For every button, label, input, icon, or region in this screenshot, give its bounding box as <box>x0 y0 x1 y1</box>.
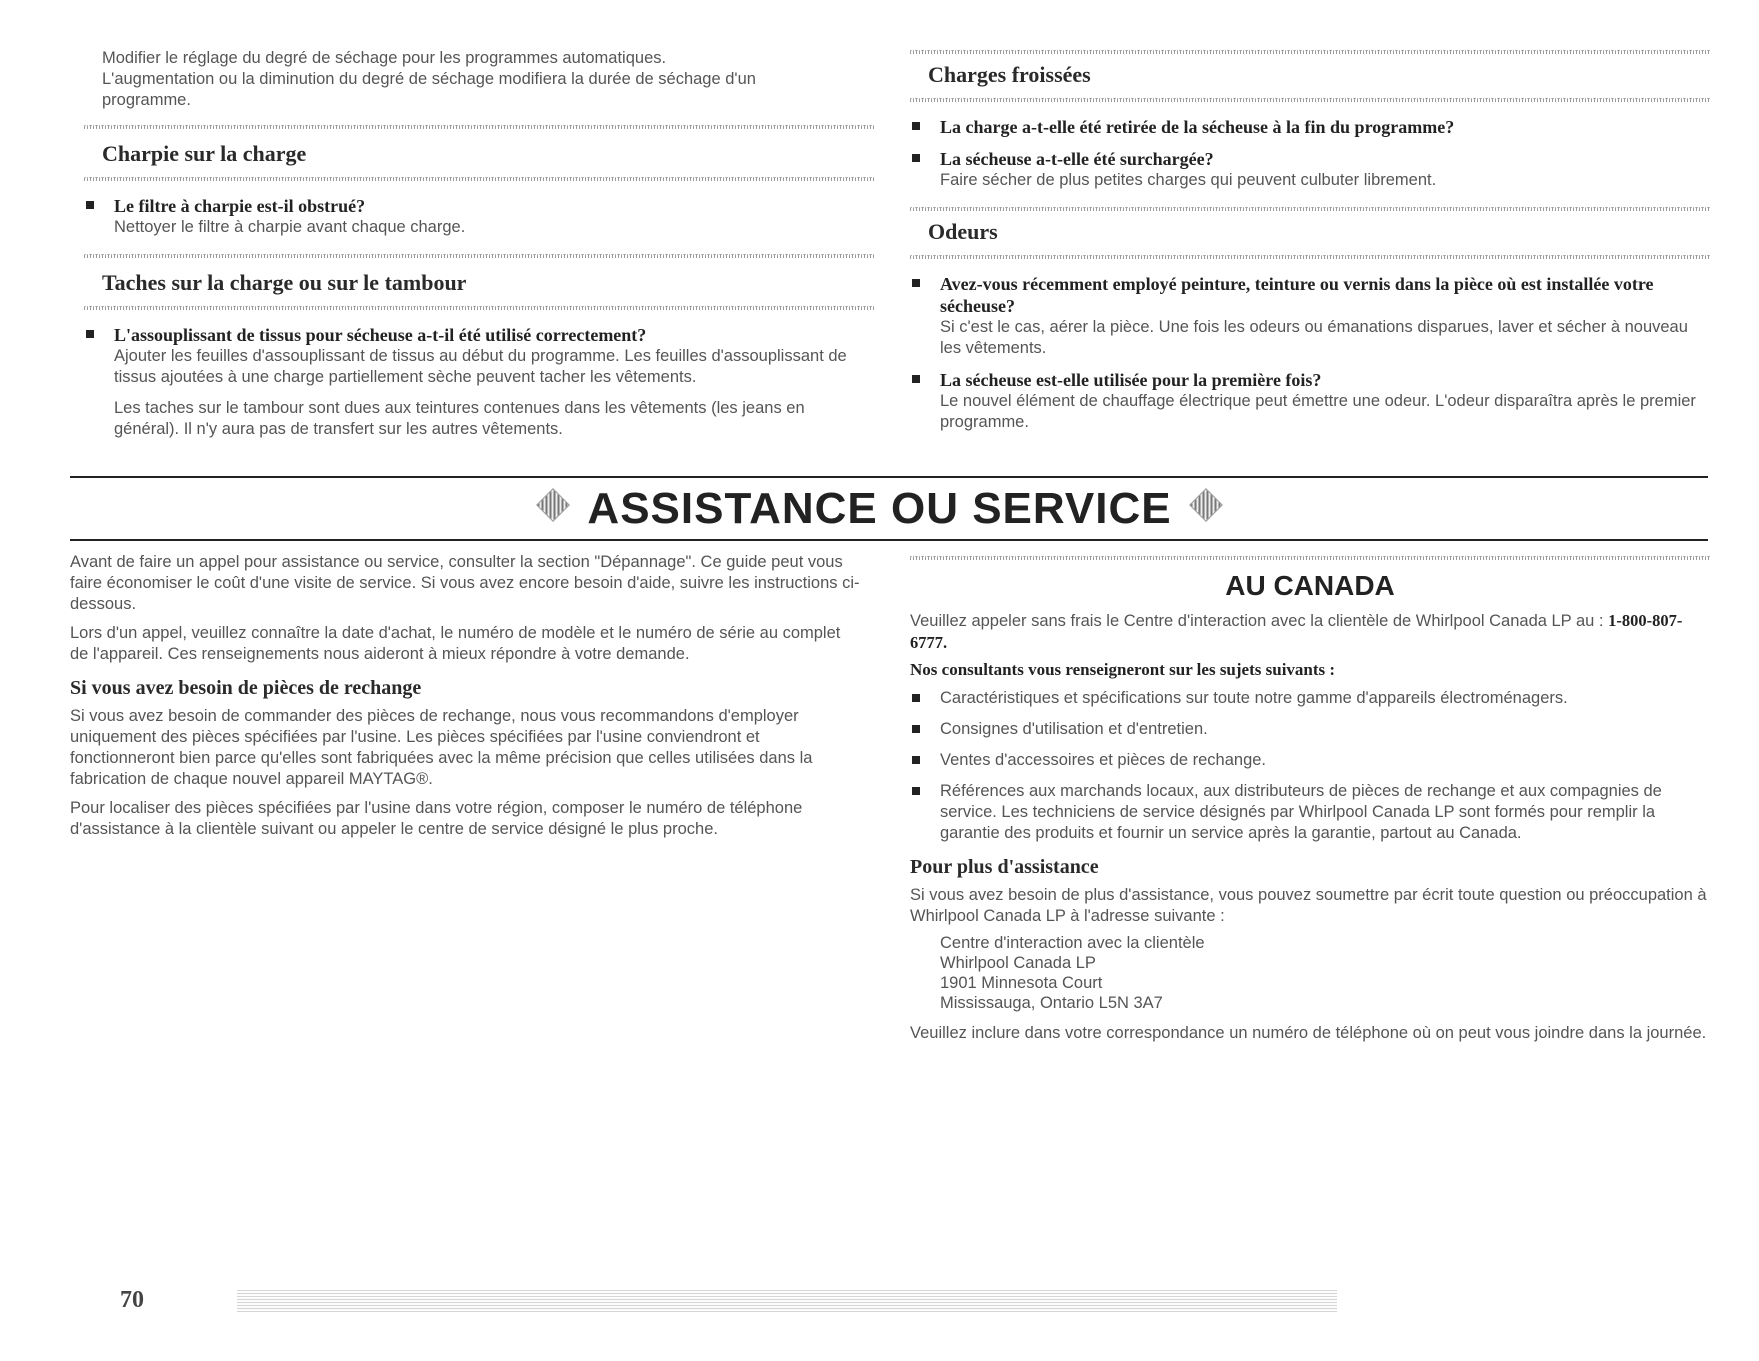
page-number: 70 <box>120 1287 144 1313</box>
diamond-icon <box>1189 488 1223 522</box>
divider <box>84 254 874 258</box>
bullet-icon <box>86 201 94 209</box>
list-item <box>910 719 1710 740</box>
question: La charge a-t-elle été retirée de la sécheuse à la fin du programme? <box>940 117 1455 137</box>
canada-title: AU CANADA <box>1225 570 1395 601</box>
top-left-column <box>84 48 874 440</box>
bottom-left-column <box>70 552 860 840</box>
address-line: Whirlpool Canada LP <box>940 954 1096 972</box>
address-line: Centre d'interaction avec la clientèle <box>940 934 1205 952</box>
answer: Faire sécher de plus petites charges qui peuvent culbuter librement. <box>940 171 1437 189</box>
list-item <box>910 688 1710 709</box>
answer: Le nouvel élément de chauffage électrique peut émettre une odeur. L'odeur disparaîtra après le premier programme. <box>940 392 1696 431</box>
bullet-icon <box>912 279 920 287</box>
banner-title <box>0 484 1759 534</box>
section-title-odeurs: Odeurs <box>928 219 998 244</box>
list-item <box>84 324 874 388</box>
paragraph: Lors d'un appel, veuillez connaître la date d'achat, le numéro de modèle et le numéro de série au complet de l'appareil. Ces renseignements nous aideront à mieux répondre à votre demande. <box>70 624 841 663</box>
divider <box>84 125 874 129</box>
bullet-text: Consignes d'utilisation et d'entretien. <box>940 720 1208 738</box>
list-item <box>910 369 1710 433</box>
bullet-icon <box>912 756 920 764</box>
bullet-icon <box>86 330 94 338</box>
divider <box>910 207 1710 211</box>
phone-number: 1-800-807-6777. <box>910 611 1683 652</box>
banner-rule-bottom <box>70 539 1708 541</box>
answer: Si c'est le cas, aérer la pièce. Une fois les odeurs ou émanations disparues, laver et sécher à nouveau les vêtements. <box>940 318 1688 357</box>
paragraph: Veuillez inclure dans votre correspondance un numéro de téléphone où on peut vous joindre dans la journée. <box>910 1024 1707 1042</box>
subsection-title-assistance: Pour plus d'assistance <box>910 856 1099 878</box>
answer: Nettoyer le filtre à charpie avant chaque charge. <box>114 218 466 236</box>
bullet-text: Références aux marchands locaux, aux distributeurs de pièces de rechange et aux compagnies de service. Les techniciens de service désignés par Whirlpool Canada LP sont formés pour remplir la garantie des produits et fournir un service après la garantie, partout au Canada. <box>940 782 1662 842</box>
section-title-charpie: Charpie sur la charge <box>102 141 307 166</box>
banner-text: ASSISTANCE OU SERVICE <box>587 484 1172 533</box>
question: Avez-vous récemment employé peinture, teinture ou vernis dans la pièce où est installée votre sécheuse? <box>940 274 1654 316</box>
paragraph: Pour localiser des pièces spécifiées par l'usine dans votre région, composer le numéro de téléphone d'assistance à la clientèle suivant ou appeler le centre de service désigné le plus proche. <box>70 799 803 838</box>
list-item <box>910 148 1710 191</box>
paragraph: Avant de faire un appel pour assistance ou service, consulter la section "Dépannage". Ce guide peut vous faire économiser le coût d'une visite de service. Si vous avez encore besoin d'aide, suivre les instructions ci-dessous. <box>70 553 860 613</box>
diamond-icon <box>536 488 570 522</box>
question: La sécheuse est-elle utilisée pour la première fois? <box>940 370 1322 390</box>
list-item <box>910 273 1710 359</box>
answer: Ajouter les feuilles d'assouplissant de tissus au début du programme. Les feuilles d'assouplissant de tissus ajoutées à une charge partiellement sèche peuvent tacher les vêtements. <box>114 347 847 386</box>
divider <box>910 556 1710 560</box>
paragraph <box>910 610 1710 654</box>
top-right-column <box>910 50 1710 443</box>
bullet-text: Caractéristiques et spécifications sur toute notre gamme d'appareils électroménagers. <box>940 689 1568 707</box>
intro-line-2: L'augmentation ou la diminution du degré de séchage modifiera la durée de séchage d'un programme. <box>102 70 756 109</box>
paragraph: Si vous avez besoin de commander des pièces de rechange, nous vous recommandons d'employer uniquement des pièces spécifiées par l'usine. Les pièces spécifiées par l'usine conviendront et fonctionneront bien parce qu'elles sont fabriquées avec la même précision que celles utilisées dans la fabrication de chaque nouvel appareil MAYTAG®. <box>70 707 813 788</box>
subsection-title-pieces: Si vous avez besoin de pièces de rechange <box>70 677 422 699</box>
list-item <box>910 750 1710 771</box>
list-item <box>84 195 874 238</box>
intro-line-1: Modifier le réglage du degré de séchage pour les programmes automatiques. <box>102 49 667 67</box>
footer-decoration <box>237 1290 1337 1312</box>
address-line: Mississauga, Ontario L5N 3A7 <box>940 994 1163 1012</box>
question: La sécheuse a-t-elle été surchargée? <box>940 149 1214 169</box>
bullet-icon <box>912 375 920 383</box>
banner-rule-top <box>70 476 1708 478</box>
list-item <box>910 781 1710 844</box>
canada-intro: Veuillez appeler sans frais le Centre d'interaction avec la clientèle de Whirlpool Canada LP au : <box>910 612 1604 630</box>
bullet-icon <box>912 787 920 795</box>
divider <box>910 50 1710 54</box>
bullet-text: Ventes d'accessoires et pièces de rechange. <box>940 751 1267 769</box>
address-line: 1901 Minnesota Court <box>940 974 1103 992</box>
bullet-icon <box>912 122 920 130</box>
section-title-taches: Taches sur la charge ou sur le tambour <box>102 270 467 295</box>
consultants-heading: Nos consultants vous renseigneront sur les sujets suivants : <box>910 660 1336 679</box>
section-title-charges-froissees: Charges froissées <box>928 62 1091 87</box>
paragraph: Si vous avez besoin de plus d'assistance, vous pouvez soumettre par écrit toute question ou préoccupation à Whirlpool Canada LP à l'adresse suivante : <box>910 886 1707 925</box>
question: L'assouplissant de tissus pour sécheuse a-t-il été utilisé correctement? <box>114 325 647 345</box>
bullet-icon <box>912 694 920 702</box>
stain-note: Les taches sur le tambour sont dues aux teintures contenues dans les vêtements (les jeans en général). Il n'y aura pas de transfert sur les autres vêtements. <box>114 399 805 438</box>
list-item <box>910 116 1710 138</box>
question: Le filtre à charpie est-il obstrué? <box>114 196 366 216</box>
bullet-icon <box>912 154 920 162</box>
bullet-icon <box>912 725 920 733</box>
bottom-right-column <box>910 556 1710 1044</box>
